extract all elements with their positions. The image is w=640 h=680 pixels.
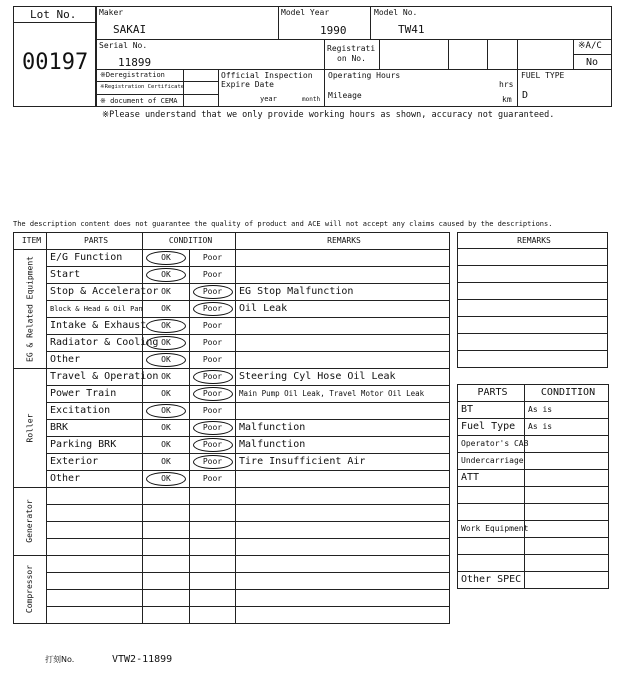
condition-poor-cell bbox=[190, 488, 236, 505]
condition-option-poor[interactable]: Poor bbox=[202, 406, 223, 415]
condition-selected-ok[interactable]: OK bbox=[146, 268, 186, 282]
part-name: Block & Head & Oil Pan bbox=[47, 301, 143, 318]
right-parts-row bbox=[458, 538, 609, 555]
part-name bbox=[47, 505, 143, 522]
right-part-condition bbox=[525, 436, 609, 453]
condition-selected-poor[interactable]: Poor bbox=[193, 285, 233, 299]
part-name bbox=[47, 556, 143, 573]
condition-option-poor[interactable]: Poor bbox=[202, 338, 223, 347]
right-parts-row bbox=[458, 555, 609, 572]
part-name: Power Train bbox=[47, 386, 143, 403]
remark-cell bbox=[236, 267, 450, 284]
remark-cell bbox=[236, 471, 450, 488]
group-label: Generator bbox=[25, 499, 34, 543]
condition-poor-cell[interactable] bbox=[190, 335, 236, 352]
group-cell-2 bbox=[14, 488, 47, 556]
table-row bbox=[14, 284, 450, 301]
operating-hours-label: Operating Hours bbox=[328, 71, 401, 80]
condition-ok-cell[interactable] bbox=[143, 386, 190, 403]
footer-value: VTW2-11899 bbox=[112, 654, 173, 665]
remark-cell bbox=[236, 352, 450, 369]
table-row bbox=[14, 488, 450, 505]
inspection-label-2: Expire Date bbox=[221, 80, 274, 89]
remark-cell bbox=[236, 403, 450, 420]
right-parts-row bbox=[458, 470, 609, 487]
part-name: Stop & Accelerator bbox=[47, 284, 143, 301]
doc-cema-label: ※ document of CEMA bbox=[100, 97, 178, 105]
right-part-condition bbox=[525, 504, 609, 521]
right-part-condition bbox=[525, 453, 609, 470]
fuel-type-value: D bbox=[522, 90, 529, 101]
col-parts: PARTS bbox=[47, 233, 143, 250]
table-row bbox=[14, 352, 450, 369]
remark-cell bbox=[236, 573, 450, 590]
condition-poor-cell[interactable] bbox=[190, 318, 236, 335]
right-parts-row bbox=[458, 419, 609, 436]
table-row bbox=[14, 607, 450, 624]
right-remarks-cell bbox=[458, 351, 608, 368]
part-name: Excitation bbox=[47, 403, 143, 420]
remark-cell: Malfunction bbox=[236, 437, 450, 454]
condition-poor-cell[interactable] bbox=[190, 420, 236, 437]
fuel-type-label: FUEL TYPE bbox=[521, 71, 565, 80]
condition-ok-cell[interactable] bbox=[143, 284, 190, 301]
condition-selected-poor[interactable]: Poor bbox=[193, 421, 233, 435]
right-part-condition bbox=[525, 470, 609, 487]
condition-poor-cell[interactable] bbox=[190, 403, 236, 420]
right-parts-row bbox=[458, 436, 609, 453]
right-part-name: Undercarriage bbox=[458, 453, 525, 470]
condition-table-header bbox=[14, 233, 450, 250]
condition-ok-cell[interactable] bbox=[143, 250, 190, 267]
table-row bbox=[14, 471, 450, 488]
condition-selected-poor[interactable]: Poor bbox=[193, 438, 233, 452]
remark-cell bbox=[236, 522, 450, 539]
condition-poor-cell bbox=[190, 573, 236, 590]
right-remarks-row bbox=[458, 266, 608, 283]
group-cell-3 bbox=[14, 556, 47, 624]
condition-poor-cell[interactable] bbox=[190, 386, 236, 403]
remark-cell bbox=[236, 539, 450, 556]
condition-option-poor[interactable]: Poor bbox=[202, 474, 223, 483]
right-part-name: Fuel Type bbox=[458, 419, 525, 436]
ac-label: ※A/C bbox=[578, 41, 602, 51]
col-condition: CONDITION bbox=[143, 233, 236, 250]
condition-option-ok[interactable]: OK bbox=[161, 423, 171, 432]
condition-poor-cell bbox=[190, 590, 236, 607]
right-remarks-cell bbox=[458, 300, 608, 317]
right-parts-row bbox=[458, 521, 609, 538]
right-part-name bbox=[458, 555, 525, 572]
table-row bbox=[14, 420, 450, 437]
condition-poor-cell[interactable] bbox=[190, 301, 236, 318]
remark-cell bbox=[236, 250, 450, 267]
condition-poor-cell[interactable] bbox=[190, 454, 236, 471]
remark-cell: Main Pump Oil Leak, Travel Motor Oil Leak bbox=[236, 386, 450, 403]
col-item: ITEM bbox=[14, 233, 47, 250]
model-no-value: TW41 bbox=[398, 23, 425, 36]
table-row bbox=[14, 522, 450, 539]
condition-ok-cell[interactable] bbox=[143, 420, 190, 437]
part-name: Travel & Operation bbox=[47, 369, 143, 386]
condition-option-poor[interactable]: Poor bbox=[202, 270, 223, 279]
table-row bbox=[14, 369, 450, 386]
model-no-label: Model No. bbox=[374, 8, 418, 17]
table-row bbox=[14, 505, 450, 522]
table-row bbox=[14, 590, 450, 607]
table-row bbox=[14, 454, 450, 471]
right-col-condition: CONDITION bbox=[525, 385, 609, 402]
part-name bbox=[47, 590, 143, 607]
condition-selected-ok[interactable]: OK bbox=[146, 353, 186, 367]
condition-ok-cell[interactable] bbox=[143, 471, 190, 488]
right-part-name: BT bbox=[458, 402, 525, 419]
condition-ok-cell[interactable] bbox=[143, 318, 190, 335]
remark-cell bbox=[236, 488, 450, 505]
reg-cert-label: ※Registration Certificate bbox=[100, 84, 185, 90]
lot-label: Lot No. bbox=[30, 8, 77, 21]
group-label: EG & Related Equipment bbox=[25, 255, 34, 362]
condition-poor-cell bbox=[190, 607, 236, 624]
serial-label: Serial No. bbox=[99, 41, 148, 50]
remark-cell bbox=[236, 318, 450, 335]
condition-option-poor[interactable]: Poor bbox=[202, 253, 223, 262]
docs-line-1 bbox=[96, 81, 219, 82]
right-parts-row bbox=[458, 572, 609, 589]
right-remarks-cell bbox=[458, 317, 608, 334]
table-row bbox=[14, 267, 450, 284]
condition-option-poor[interactable]: Poor bbox=[202, 321, 223, 330]
year-label: year bbox=[260, 95, 277, 103]
condition-ok-cell[interactable] bbox=[143, 352, 190, 369]
condition-poor-cell[interactable] bbox=[190, 250, 236, 267]
model-year-label: Model Year bbox=[281, 8, 330, 17]
part-name: Parking BRK bbox=[47, 437, 143, 454]
part-name bbox=[47, 539, 143, 556]
right-part-condition bbox=[525, 487, 609, 504]
condition-ok-cell[interactable] bbox=[143, 454, 190, 471]
footer-label: 打刻No. bbox=[45, 655, 75, 664]
table-row bbox=[14, 386, 450, 403]
part-name: Intake & Exhaust bbox=[47, 318, 143, 335]
right-remarks-header: REMARKS bbox=[458, 233, 608, 249]
registration-label-2: on No. bbox=[337, 54, 366, 63]
part-name: Radiator & Cooling bbox=[47, 335, 143, 352]
col-remarks: REMARKS bbox=[236, 233, 450, 250]
condition-poor-cell bbox=[190, 556, 236, 573]
condition-poor-cell[interactable] bbox=[190, 369, 236, 386]
remark-cell bbox=[236, 505, 450, 522]
dereg-label: ※Deregistration bbox=[100, 71, 165, 79]
remark-cell bbox=[236, 607, 450, 624]
right-remarks-row bbox=[458, 300, 608, 317]
condition-selected-ok[interactable]: OK bbox=[146, 472, 186, 486]
table-row bbox=[14, 250, 450, 267]
condition-selected-ok[interactable]: OK bbox=[146, 404, 186, 418]
part-name: BRK bbox=[47, 420, 143, 437]
remark-cell bbox=[236, 556, 450, 573]
part-name: Other bbox=[47, 471, 143, 488]
table-row bbox=[14, 403, 450, 420]
right-remarks-table bbox=[457, 232, 608, 368]
lot-value: 00197 bbox=[22, 50, 89, 75]
maker-label: Maker bbox=[99, 8, 124, 17]
right-part-condition: As is bbox=[525, 419, 609, 436]
condition-poor-cell bbox=[190, 505, 236, 522]
disclaimer-text: The description content does not guarantee the quality of product and ACE will not accept any claims caused by the descriptions. bbox=[13, 220, 553, 228]
remark-cell: EG Stop Malfunction bbox=[236, 284, 450, 301]
maker-value: SAKAI bbox=[113, 23, 147, 36]
ac-value: No bbox=[586, 57, 599, 68]
remark-cell: Malfunction bbox=[236, 420, 450, 437]
part-name: Start bbox=[47, 267, 143, 284]
month-label: month bbox=[302, 96, 321, 103]
condition-poor-cell[interactable] bbox=[190, 437, 236, 454]
table-row bbox=[14, 539, 450, 556]
ac-divider bbox=[573, 54, 612, 55]
table-row bbox=[14, 573, 450, 590]
right-remarks-cell bbox=[458, 249, 608, 266]
right-parts-row bbox=[458, 453, 609, 470]
mileage-label: Mileage bbox=[328, 91, 362, 100]
group-label: Roller bbox=[25, 413, 34, 442]
condition-option-ok[interactable]: OK bbox=[161, 372, 171, 381]
right-remarks-row bbox=[458, 249, 608, 266]
notice-text: ※Please understand that we only provide working hours as shown, accuracy not guaranteed. bbox=[102, 110, 555, 120]
condition-ok-cell bbox=[143, 556, 190, 573]
table-row bbox=[14, 437, 450, 454]
condition-ok-cell[interactable] bbox=[143, 335, 190, 352]
part-name: E/G Function bbox=[47, 250, 143, 267]
right-remarks-row bbox=[458, 317, 608, 334]
condition-selected-ok[interactable]: OK bbox=[146, 336, 186, 350]
part-name bbox=[47, 607, 143, 624]
condition-ok-cell[interactable] bbox=[143, 267, 190, 284]
condition-option-ok[interactable]: OK bbox=[161, 287, 171, 296]
condition-poor-cell[interactable] bbox=[190, 284, 236, 301]
right-remarks-cell bbox=[458, 283, 608, 300]
part-name: Other bbox=[47, 352, 143, 369]
right-remarks-cell bbox=[458, 266, 608, 283]
right-remarks-row bbox=[458, 283, 608, 300]
hrs-label: hrs bbox=[499, 80, 514, 89]
remark-cell: Oil Leak bbox=[236, 301, 450, 318]
model-year-value: 1990 bbox=[320, 24, 347, 37]
group-label: Compressor bbox=[25, 564, 34, 614]
docs-line-2 bbox=[96, 94, 219, 95]
condition-poor-cell[interactable] bbox=[190, 471, 236, 488]
condition-ok-cell[interactable] bbox=[143, 369, 190, 386]
condition-ok-cell[interactable] bbox=[143, 301, 190, 318]
right-part-name: ATT bbox=[458, 470, 525, 487]
condition-option-ok[interactable]: OK bbox=[161, 304, 171, 313]
registration-box-2 bbox=[448, 39, 488, 70]
condition-poor-cell[interactable] bbox=[190, 352, 236, 369]
registration-box-4 bbox=[517, 39, 574, 70]
serial-value: 11899 bbox=[118, 56, 152, 69]
part-name: Exterior bbox=[47, 454, 143, 471]
condition-ok-cell[interactable] bbox=[143, 403, 190, 420]
right-parts-row bbox=[458, 504, 609, 521]
part-name bbox=[47, 488, 143, 505]
right-part-name bbox=[458, 487, 525, 504]
right-part-name: Other SPEC bbox=[458, 572, 525, 589]
condition-ok-cell bbox=[143, 607, 190, 624]
condition-option-poor[interactable]: Poor bbox=[202, 355, 223, 364]
condition-selected-poor[interactable]: Poor bbox=[193, 387, 233, 401]
registration-label-1: Registrati bbox=[327, 44, 376, 53]
remark-cell bbox=[236, 335, 450, 352]
right-remarks-row bbox=[458, 351, 608, 368]
part-name bbox=[47, 573, 143, 590]
condition-selected-poor[interactable]: Poor bbox=[193, 370, 233, 384]
right-remarks-row bbox=[458, 334, 608, 351]
condition-ok-cell bbox=[143, 522, 190, 539]
condition-poor-cell bbox=[190, 522, 236, 539]
condition-option-ok[interactable]: OK bbox=[161, 457, 171, 466]
condition-ok-cell bbox=[143, 573, 190, 590]
table-row bbox=[14, 318, 450, 335]
condition-ok-cell bbox=[143, 488, 190, 505]
remark-cell: Tire Insufficient Air bbox=[236, 454, 450, 471]
inspection-label-1: Official Inspection bbox=[221, 71, 313, 80]
condition-poor-cell bbox=[190, 539, 236, 556]
group-cell-1 bbox=[14, 369, 47, 488]
right-part-condition bbox=[525, 555, 609, 572]
condition-poor-cell[interactable] bbox=[190, 267, 236, 284]
registration-box-3 bbox=[487, 39, 518, 70]
km-label: km bbox=[502, 95, 512, 104]
condition-option-ok[interactable]: OK bbox=[161, 389, 171, 398]
right-parts-table bbox=[457, 384, 609, 589]
condition-selected-poor[interactable]: Poor bbox=[193, 302, 233, 316]
right-part-name bbox=[458, 504, 525, 521]
right-part-condition bbox=[525, 538, 609, 555]
table-row bbox=[14, 335, 450, 352]
table-row bbox=[14, 556, 450, 573]
part-name bbox=[47, 522, 143, 539]
right-part-condition bbox=[525, 572, 609, 589]
condition-option-ok[interactable]: OK bbox=[161, 440, 171, 449]
right-part-condition: As is bbox=[525, 402, 609, 419]
right-part-condition bbox=[525, 521, 609, 538]
condition-table bbox=[13, 232, 450, 624]
condition-selected-poor[interactable]: Poor bbox=[193, 455, 233, 469]
registration-box-1 bbox=[379, 39, 449, 70]
right-col-parts: PARTS bbox=[458, 385, 525, 402]
condition-selected-ok[interactable]: OK bbox=[146, 251, 186, 265]
right-parts-row bbox=[458, 402, 609, 419]
right-part-name: Work Equipment bbox=[458, 521, 525, 538]
condition-ok-cell bbox=[143, 505, 190, 522]
condition-ok-cell[interactable] bbox=[143, 437, 190, 454]
right-part-name: Operator's CAB bbox=[458, 436, 525, 453]
group-cell-0 bbox=[14, 250, 47, 369]
table-row bbox=[14, 301, 450, 318]
right-part-name bbox=[458, 538, 525, 555]
right-parts-row bbox=[458, 487, 609, 504]
condition-ok-cell bbox=[143, 590, 190, 607]
right-remarks-cell bbox=[458, 334, 608, 351]
condition-ok-cell bbox=[143, 539, 190, 556]
remark-cell: Steering Cyl Hose Oil Leak bbox=[236, 369, 450, 386]
condition-selected-ok[interactable]: OK bbox=[146, 319, 186, 333]
remark-cell bbox=[236, 590, 450, 607]
